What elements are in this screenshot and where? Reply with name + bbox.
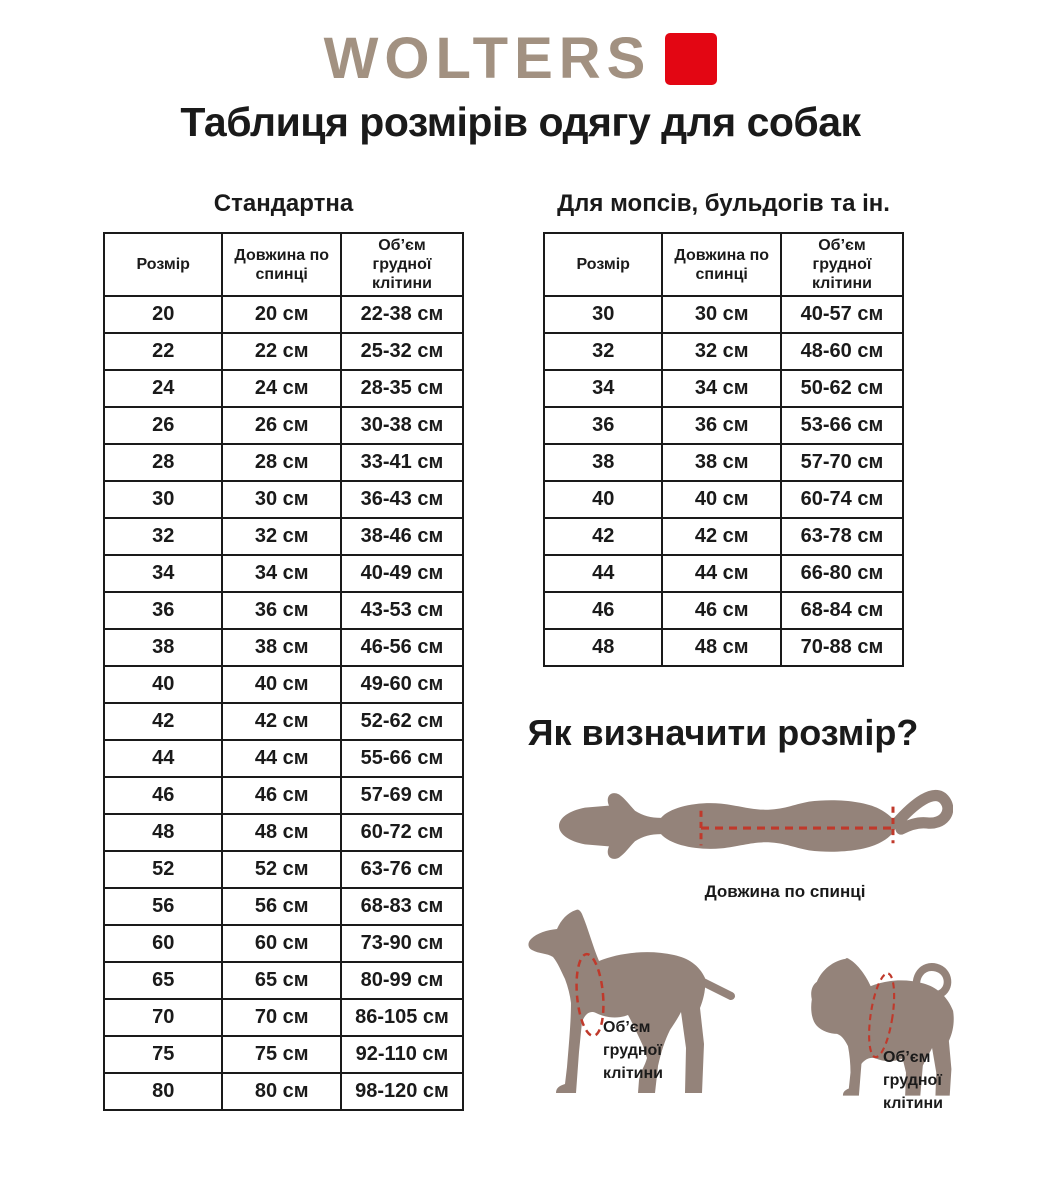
table-cell: 38	[104, 629, 222, 666]
table-row	[104, 814, 463, 851]
column-header-back-length: Довжина по спинці	[222, 233, 340, 296]
brand-logo-text: WOLTERS	[323, 26, 652, 91]
table-row	[104, 962, 463, 999]
chest-label-line: Об’єм	[883, 1049, 931, 1066]
table-cell: 28 см	[222, 444, 340, 481]
table-cell: 32	[104, 518, 222, 555]
table-cell: 33-41 см	[341, 444, 463, 481]
back-length-label: Довжина по спинці	[704, 882, 866, 901]
table-row	[104, 925, 463, 962]
table-cell: 38	[544, 444, 662, 481]
chest-girth-label	[603, 1016, 663, 1085]
table-cell: 20	[104, 296, 222, 333]
table-cell: 63-76 см	[341, 851, 463, 888]
table-cell: 70-88 см	[781, 629, 903, 666]
standard-table-header	[104, 233, 463, 296]
table-cell: 80-99 см	[341, 962, 463, 999]
header-row	[104, 233, 463, 296]
table-cell: 30	[544, 296, 662, 333]
table-row	[104, 444, 463, 481]
table-cell: 30-38 см	[341, 407, 463, 444]
table-cell: 80	[104, 1073, 222, 1110]
table-cell: 24 см	[222, 370, 340, 407]
table-cell: 70 см	[222, 999, 340, 1036]
table-cell: 65	[104, 962, 222, 999]
table-cell: 28	[104, 444, 222, 481]
column-header-back-length: Довжина по спинці	[662, 233, 780, 296]
table-cell: 73-90 см	[341, 925, 463, 962]
table-cell: 28-35 см	[341, 370, 463, 407]
header-row	[544, 233, 903, 296]
column-header-chest: Об’єм грудної клітини	[781, 233, 903, 296]
table-cell: 46-56 см	[341, 629, 463, 666]
standard-table-body	[104, 296, 463, 1110]
top-view-dog-illustration	[553, 770, 953, 882]
table-cell: 48-60 см	[781, 333, 903, 370]
table-cell: 22 см	[222, 333, 340, 370]
table-cell: 30 см	[662, 296, 780, 333]
table-cell: 42 см	[662, 518, 780, 555]
table-cell: 30	[104, 481, 222, 518]
table-cell: 26	[104, 407, 222, 444]
chest-label-line: клітини	[603, 1065, 663, 1082]
table-cell: 75	[104, 1036, 222, 1073]
table-cell: 22	[104, 333, 222, 370]
table-cell: 49-60 см	[341, 666, 463, 703]
table-row	[104, 407, 463, 444]
table-cell: 44	[544, 555, 662, 592]
table-cell: 66-80 см	[781, 555, 903, 592]
table-row	[104, 481, 463, 518]
table-row	[544, 407, 903, 444]
table-cell: 43-53 см	[341, 592, 463, 629]
column-header-chest: Об’єм грудної клітини	[341, 233, 463, 296]
column-header-size: Розмір	[544, 233, 662, 296]
table-cell: 46 см	[662, 592, 780, 629]
table-cell: 30 см	[222, 481, 340, 518]
table-cell: 40-57 см	[781, 296, 903, 333]
page-title: Таблиця розмірів одягу для собак	[180, 99, 861, 145]
pugs-table-body	[544, 296, 903, 666]
dog-body-silhouette	[559, 793, 896, 859]
table-cell: 60-72 см	[341, 814, 463, 851]
table-cell: 34	[544, 370, 662, 407]
table-cell: 56 см	[222, 888, 340, 925]
table-row	[544, 444, 903, 481]
table-row	[544, 481, 903, 518]
table-row	[104, 1073, 463, 1110]
table-cell: 50-62 см	[781, 370, 903, 407]
table-cell: 22-38 см	[341, 296, 463, 333]
table-row	[544, 333, 903, 370]
table-cell: 56	[104, 888, 222, 925]
table-cell: 36-43 см	[341, 481, 463, 518]
table-row	[104, 370, 463, 407]
table-cell: 34 см	[222, 555, 340, 592]
table-row	[104, 740, 463, 777]
table-row	[104, 296, 463, 333]
table-cell: 44	[104, 740, 222, 777]
table-cell: 36 см	[662, 407, 780, 444]
table-cell: 44 см	[662, 555, 780, 592]
table-cell: 36	[104, 592, 222, 629]
table-cell: 48	[104, 814, 222, 851]
table-row	[104, 888, 463, 925]
table-cell: 63-78 см	[781, 518, 903, 555]
table-cell: 75 см	[222, 1036, 340, 1073]
standard-size-table	[103, 232, 464, 1111]
table-cell: 98-120 см	[341, 1073, 463, 1110]
table-cell: 20 см	[222, 296, 340, 333]
table-row	[104, 999, 463, 1036]
table-cell: 86-105 см	[341, 999, 463, 1036]
table-row	[104, 518, 463, 555]
table-cell: 40-49 см	[341, 555, 463, 592]
table-cell: 70	[104, 999, 222, 1036]
table-cell: 32	[544, 333, 662, 370]
table-cell: 46	[104, 777, 222, 814]
table-cell: 42	[104, 703, 222, 740]
table-row	[544, 629, 903, 666]
table-row	[544, 555, 903, 592]
table-cell: 92-110 см	[341, 1036, 463, 1073]
dog-tail-silhouette	[896, 795, 948, 829]
table-cell: 55-66 см	[341, 740, 463, 777]
table-cell: 57-70 см	[781, 444, 903, 481]
table-cell: 44 см	[222, 740, 340, 777]
table-cell: 40	[544, 481, 662, 518]
table-cell: 60-74 см	[781, 481, 903, 518]
chest-label-line: клітини	[883, 1095, 943, 1112]
table-cell: 32 см	[222, 518, 340, 555]
table-cell: 24	[104, 370, 222, 407]
table-row	[544, 296, 903, 333]
chest-label-line: грудної	[883, 1072, 942, 1089]
standard-table-title: Стандартна	[213, 190, 354, 217]
table-row	[544, 370, 903, 407]
table-row	[104, 1036, 463, 1073]
table-cell: 26 см	[222, 407, 340, 444]
standard-size-section	[103, 190, 464, 1111]
table-cell: 80 см	[222, 1073, 340, 1110]
table-cell: 46	[544, 592, 662, 629]
pugs-size-table	[543, 232, 904, 667]
table-cell: 32 см	[662, 333, 780, 370]
table-cell: 48	[544, 629, 662, 666]
table-cell: 42 см	[222, 703, 340, 740]
table-cell: 52 см	[222, 851, 340, 888]
how-to-heading: Як визначити розмір?	[527, 712, 919, 753]
table-cell: 40 см	[662, 481, 780, 518]
table-cell: 60	[104, 925, 222, 962]
table-row	[104, 629, 463, 666]
table-cell: 48 см	[662, 629, 780, 666]
table-row	[104, 703, 463, 740]
table-cell: 25-32 см	[341, 333, 463, 370]
table-row	[544, 592, 903, 629]
column-header-size: Розмір	[104, 233, 222, 296]
table-row	[104, 555, 463, 592]
chest-girth-label	[883, 1046, 943, 1115]
table-cell: 40	[104, 666, 222, 703]
chest-label-line: грудної	[603, 1042, 662, 1059]
table-row	[104, 333, 463, 370]
table-cell: 38 см	[662, 444, 780, 481]
table-cell: 60 см	[222, 925, 340, 962]
brand-logo-red-square-icon	[665, 33, 717, 85]
table-cell: 48 см	[222, 814, 340, 851]
table-row	[104, 666, 463, 703]
table-cell: 68-84 см	[781, 592, 903, 629]
pugs-table-title: Для мопсів, бульдогів та ін.	[557, 190, 890, 217]
table-row	[104, 592, 463, 629]
table-cell: 42	[544, 518, 662, 555]
pugs-size-section	[543, 190, 904, 667]
table-cell: 38 см	[222, 629, 340, 666]
table-cell: 65 см	[222, 962, 340, 999]
table-cell: 36 см	[222, 592, 340, 629]
table-cell: 36	[544, 407, 662, 444]
brand-logo	[0, 26, 1041, 91]
table-cell: 53-66 см	[781, 407, 903, 444]
table-cell: 38-46 см	[341, 518, 463, 555]
table-cell: 34 см	[662, 370, 780, 407]
table-cell: 68-83 см	[341, 888, 463, 925]
pugs-table-header	[544, 233, 903, 296]
table-cell: 40 см	[222, 666, 340, 703]
table-cell: 46 см	[222, 777, 340, 814]
chest-label-line: Об’єм	[603, 1019, 651, 1036]
table-row	[544, 518, 903, 555]
table-row	[104, 777, 463, 814]
table-cell: 57-69 см	[341, 777, 463, 814]
table-cell: 52	[104, 851, 222, 888]
dog-tail-silhouette	[703, 982, 731, 996]
table-cell: 52-62 см	[341, 703, 463, 740]
table-row	[104, 851, 463, 888]
table-cell: 34	[104, 555, 222, 592]
